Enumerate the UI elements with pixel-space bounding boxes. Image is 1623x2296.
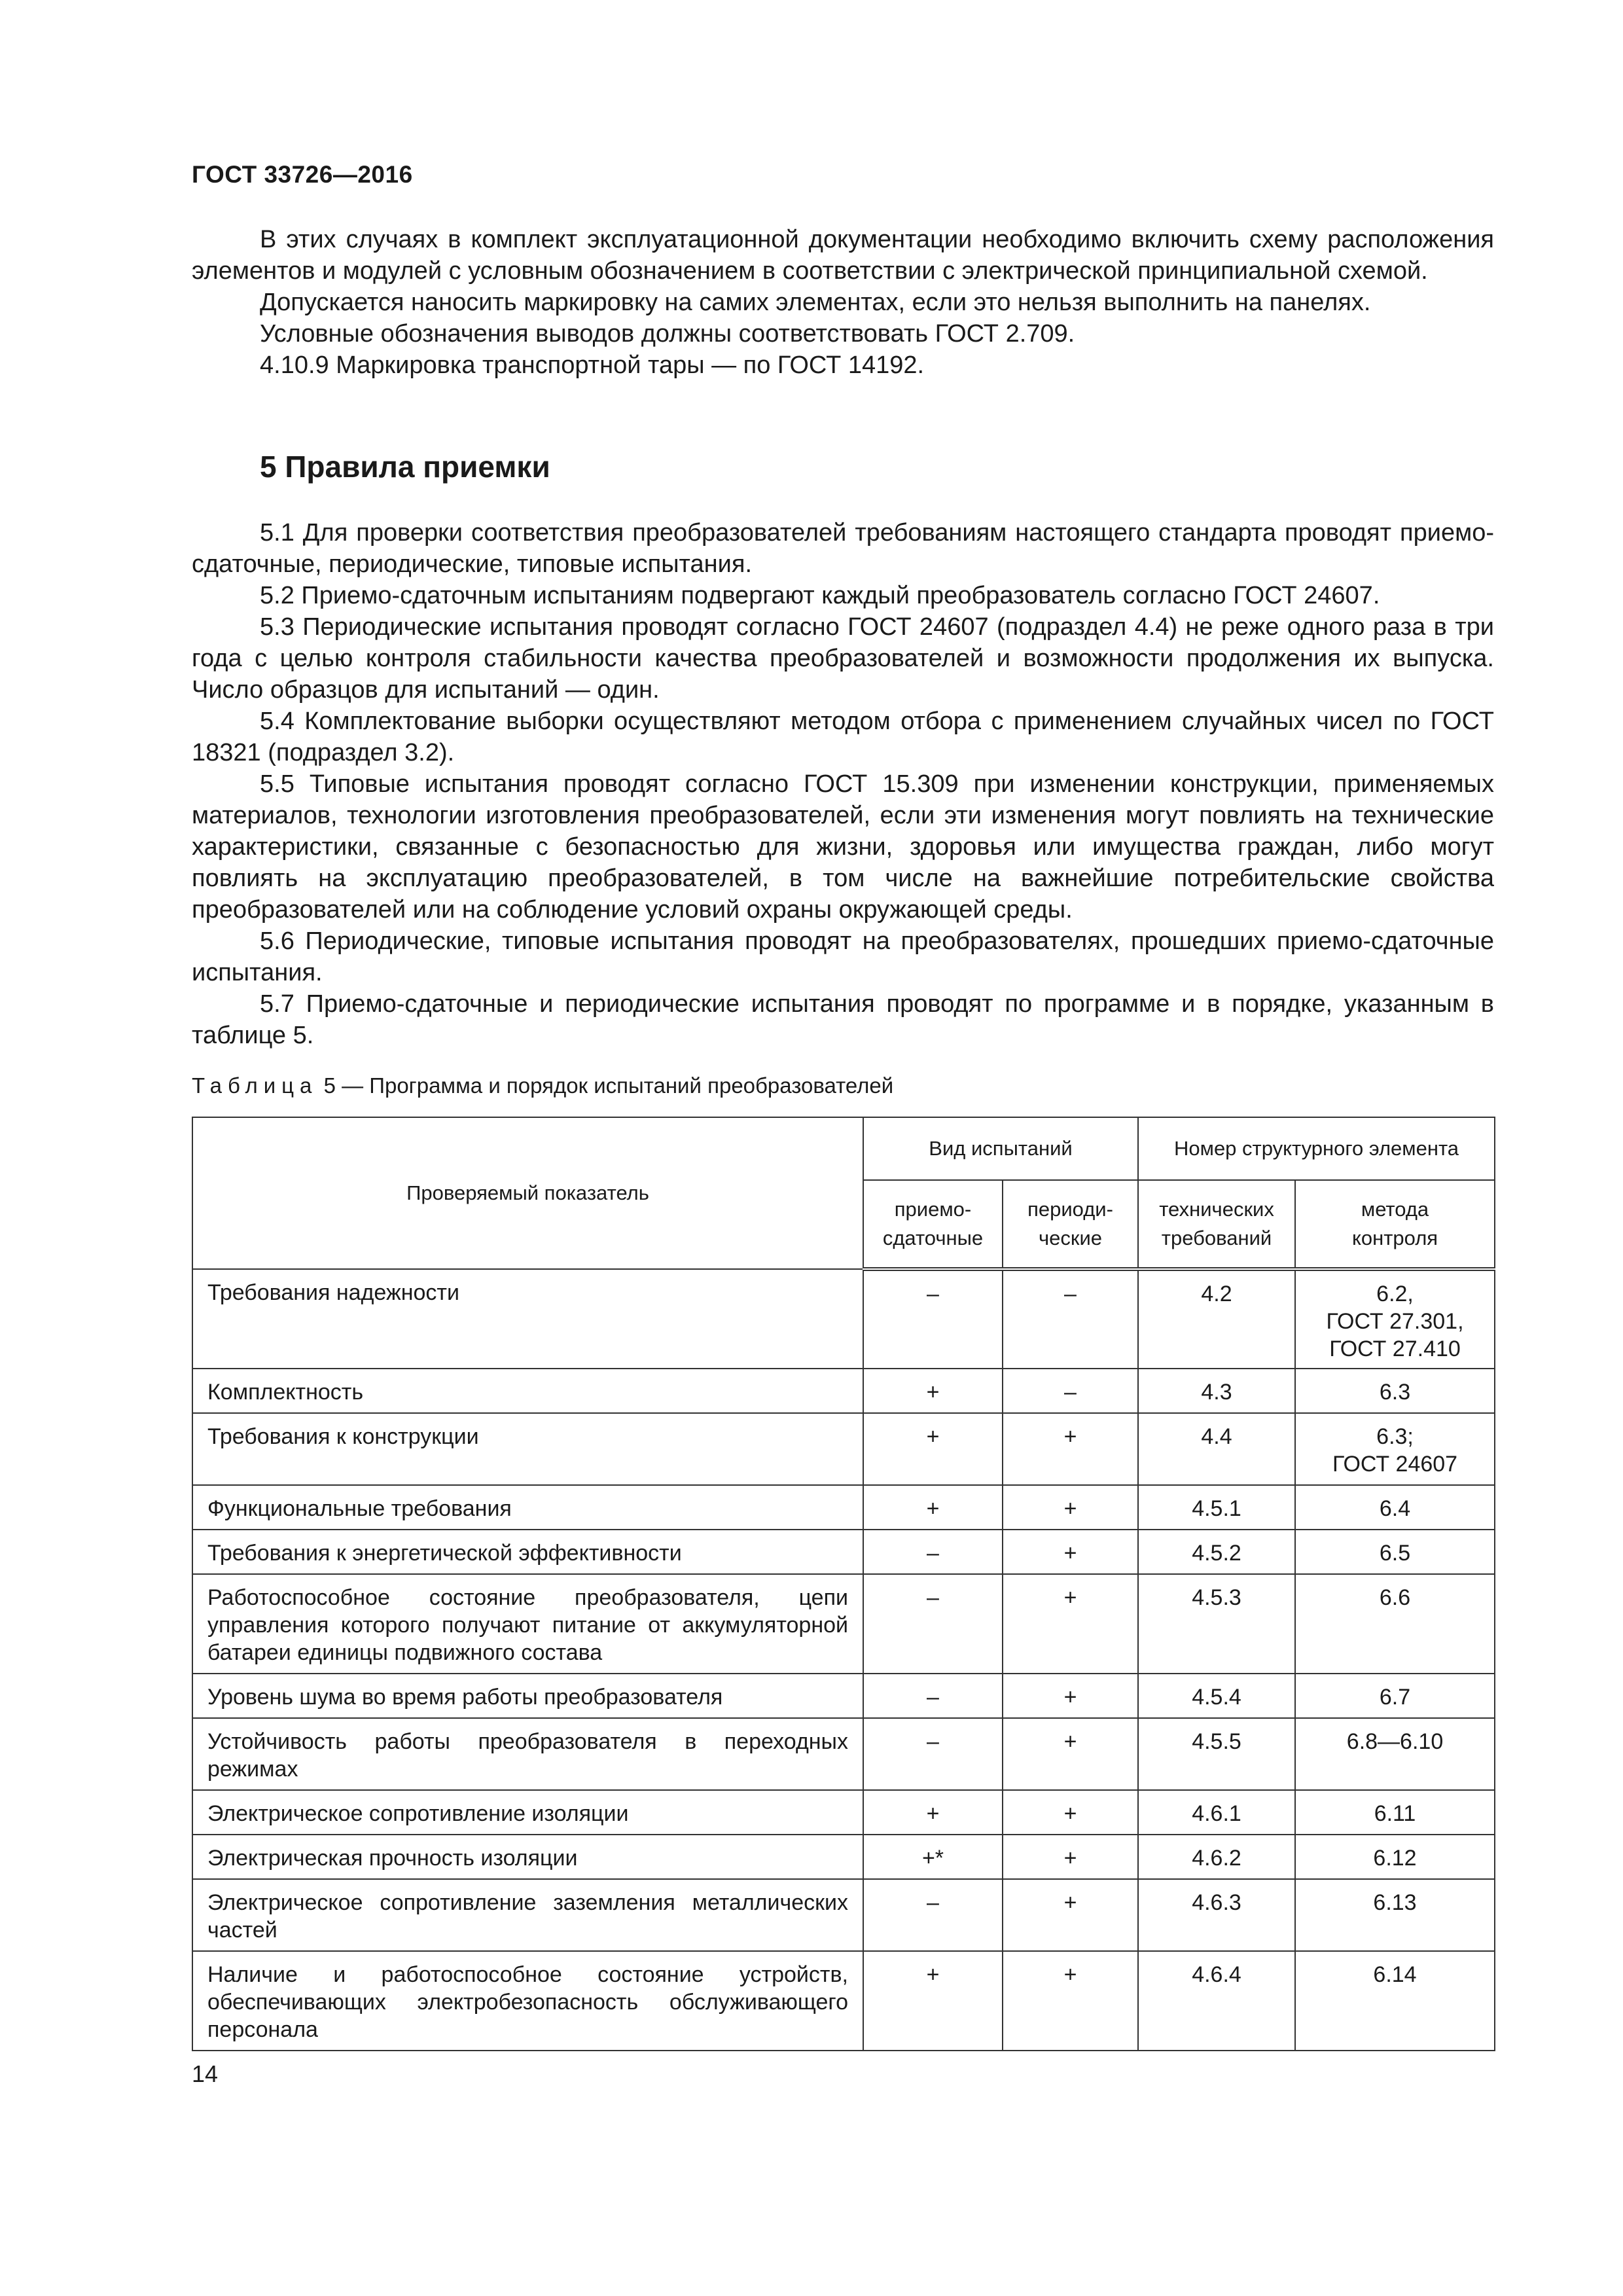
standard-code: ГОСТ 33726—2016 [192, 161, 413, 188]
cell-requirement: 4.5.2 [1138, 1530, 1295, 1574]
cell-acceptance: + [863, 1790, 1003, 1835]
paragraph: 5.3 Периодические испытания проводят согласно ГОСТ 24607 (подраздел 4.4) не реже одного раза в три года с целью контроля стабильности качества преобразователей и возможности продолжения их выпуска. Число образцов для испытаний — один. [192, 613, 1494, 704]
header-element-number: Номер структурного элемента [1138, 1117, 1495, 1180]
paragraph: 5.7 Приемо-сдаточные и периодические испытания проводят по программе и в порядке, указанным в таблице 5. [192, 990, 1494, 1049]
cell-periodic: + [1003, 1485, 1138, 1530]
cell-periodic: + [1003, 1879, 1138, 1951]
method-line: 6.13 [1373, 1890, 1417, 1915]
cell-indicator: Комплектность [192, 1369, 863, 1413]
intro-text [192, 224, 1494, 381]
method-line: 6.2, [1376, 1282, 1414, 1306]
method-line: 6.3 [1379, 1380, 1411, 1405]
table-row [192, 1574, 1495, 1674]
cell-acceptance: – [863, 1718, 1003, 1790]
method-line: 6.3; [1376, 1424, 1414, 1449]
method-line: ГОСТ 24607 [1332, 1452, 1458, 1477]
paragraph: В этих случаях в комплект эксплуатационной документации необходимо включить схему расположения элементов и модулей с условным обозначением в соответствии с электрической принципиальной схемой. [192, 226, 1494, 285]
table-row [192, 1835, 1495, 1879]
cell-method [1295, 1879, 1495, 1951]
cell-acceptance: + [863, 1485, 1003, 1530]
table-row [192, 1485, 1495, 1530]
paragraph: 5.6 Периодические, типовые испытания проводят на преобразователях, прошедших приемо-сдаточные испытания. [192, 927, 1494, 986]
header-line: ческие [1039, 1227, 1103, 1249]
method-line: ГОСТ 27.410 [1329, 1336, 1461, 1361]
cell-acceptance: – [863, 1674, 1003, 1718]
cell-requirement: 4.3 [1138, 1369, 1295, 1413]
cell-requirement: 4.5.5 [1138, 1718, 1295, 1790]
cell-periodic: + [1003, 1951, 1138, 2051]
cell-acceptance: – [863, 1269, 1003, 1369]
cell-indicator: Требования к конструкции [192, 1413, 863, 1485]
header-line: требований [1161, 1227, 1272, 1249]
method-line: ГОСТ 27.301, [1326, 1309, 1464, 1334]
header-test-type: Вид испытаний [863, 1117, 1138, 1180]
cell-indicator: Требования к энергетической эффективности [192, 1530, 863, 1574]
method-line: 6.7 [1379, 1685, 1411, 1710]
table-row [192, 1718, 1495, 1790]
table-caption-number: 5 [323, 1073, 336, 1098]
cell-indicator: Электрическое сопротивление заземления металлических частей [192, 1879, 863, 1951]
page-number: 14 [192, 2060, 219, 2087]
paragraph: 5.2 Приемо-сдаточным испытаниям подвергают каждый преобразователь согласно ГОСТ 24607. [260, 582, 1380, 609]
cell-requirement: 4.6.1 [1138, 1790, 1295, 1835]
cell-periodic: + [1003, 1413, 1138, 1485]
cell-method [1295, 1574, 1495, 1674]
table-row [192, 1530, 1495, 1574]
cell-method [1295, 1485, 1495, 1530]
cell-periodic: + [1003, 1718, 1138, 1790]
table-row [192, 1369, 1495, 1413]
method-line: 6.11 [1374, 1801, 1416, 1826]
header-line: периоди- [1027, 1198, 1113, 1221]
cell-requirement: 4.4 [1138, 1413, 1295, 1485]
cell-periodic: + [1003, 1530, 1138, 1574]
method-line: 6.5 [1379, 1541, 1411, 1566]
cell-method [1295, 1269, 1495, 1369]
method-line: 6.14 [1373, 1962, 1417, 1987]
header-tech-requirements [1138, 1180, 1295, 1269]
cell-requirement: 4.6.2 [1138, 1835, 1295, 1879]
table-row [192, 1951, 1495, 2051]
table-row [192, 1879, 1495, 1951]
cell-acceptance: – [863, 1574, 1003, 1674]
cell-method [1295, 1718, 1495, 1790]
cell-acceptance: + [863, 1369, 1003, 1413]
cell-indicator: Требования надежности [192, 1269, 863, 1369]
header-control-method [1295, 1180, 1495, 1269]
cell-method [1295, 1413, 1495, 1485]
cell-periodic: – [1003, 1269, 1138, 1369]
cell-acceptance: – [863, 1879, 1003, 1951]
table-row [192, 1674, 1495, 1718]
cell-indicator: Электрическое сопротивление изоляции [192, 1790, 863, 1835]
cell-periodic: + [1003, 1835, 1138, 1879]
table-caption-text: — Программа и порядок испытаний преобразователей [342, 1073, 894, 1098]
header-indicator: Проверяемый показатель [192, 1117, 863, 1269]
header-line: метода [1361, 1198, 1429, 1221]
paragraph: 5.1 Для проверки соответствия преобразователей требованиям настоящего стандарта проводят приемо-сдаточные, периодические, типовые испытания. [192, 519, 1494, 578]
paragraph: 4.10.9 Маркировка транспортной тары — по ГОСТ 14192. [260, 351, 925, 379]
table-caption [192, 1073, 893, 1098]
header-line: контроля [1351, 1227, 1438, 1249]
cell-periodic: + [1003, 1674, 1138, 1718]
cell-requirement: 4.5.3 [1138, 1574, 1295, 1674]
paragraph: 5.5 Типовые испытания проводят согласно ГОСТ 15.309 при изменении конструкции, применяемых материалов, технологии изготовления преобразователей, если эти изменения могут повлиять на технические характеристики, связанные с безопасностью для жизни, здоровья или имущества граждан, либо могут повлиять на эксплуатацию преобразователей, в том числе на важнейшие потребительские свойства преобразователей или на соблюдение условий охраны окружающей среды. [192, 770, 1494, 924]
tests-table [192, 1117, 1495, 2051]
cell-requirement: 4.5.4 [1138, 1674, 1295, 1718]
cell-method [1295, 1530, 1495, 1574]
cell-indicator: Функциональные требования [192, 1485, 863, 1530]
method-line: 6.4 [1379, 1496, 1411, 1521]
cell-method [1295, 1835, 1495, 1879]
method-line: 6.6 [1379, 1585, 1411, 1610]
cell-acceptance: + [863, 1951, 1003, 2051]
cell-method [1295, 1369, 1495, 1413]
cell-method [1295, 1790, 1495, 1835]
method-line: 6.12 [1373, 1846, 1417, 1871]
cell-indicator: Наличие и работоспособное состояние устройств, обеспечивающих электробезопасность обслуживающего персонала [192, 1951, 863, 2051]
table-row [192, 1269, 1495, 1369]
section-text [192, 517, 1494, 1051]
section-title: 5 Правила приемки [260, 450, 550, 484]
cell-periodic: + [1003, 1790, 1138, 1835]
header-line: приемо- [894, 1198, 972, 1221]
cell-indicator: Уровень шума во время работы преобразователя [192, 1674, 863, 1718]
header-line: сдаточные [882, 1227, 984, 1249]
paragraph: Допускается наносить маркировку на самих элементах, если это нельзя выполнить на панелях. [260, 289, 1371, 316]
header-acceptance [863, 1180, 1003, 1269]
cell-acceptance: +* [863, 1835, 1003, 1879]
header-periodic [1003, 1180, 1138, 1269]
cell-requirement: 4.6.3 [1138, 1879, 1295, 1951]
method-line: 6.8—6.10 [1346, 1729, 1444, 1754]
cell-method [1295, 1674, 1495, 1718]
cell-indicator: Электрическая прочность изоляции [192, 1835, 863, 1879]
paragraph: Условные обозначения выводов должны соответствовать ГОСТ 2.709. [260, 320, 1075, 348]
paragraph: 5.4 Комплектование выборки осуществляют методом отбора с применением случайных чисел по ГОСТ 18321 (подраздел 3.2). [192, 708, 1494, 766]
cell-periodic: – [1003, 1369, 1138, 1413]
table-row [192, 1413, 1495, 1485]
cell-requirement: 4.5.1 [1138, 1485, 1295, 1530]
cell-acceptance: – [863, 1530, 1003, 1574]
cell-requirement: 4.2 [1138, 1269, 1295, 1369]
table-caption-label: Таблица [192, 1073, 318, 1098]
cell-indicator: Работоспособное состояние преобразователя, цепи управления которого получают питание от аккумуляторной батареи единицы подвижного состава [192, 1574, 863, 1674]
cell-method [1295, 1951, 1495, 2051]
cell-acceptance: + [863, 1413, 1003, 1485]
cell-indicator: Устойчивость работы преобразователя в переходных режимах [192, 1718, 863, 1790]
header-line: технических [1159, 1198, 1274, 1221]
cell-requirement: 4.6.4 [1138, 1951, 1295, 2051]
cell-periodic: + [1003, 1574, 1138, 1674]
table-row [192, 1790, 1495, 1835]
